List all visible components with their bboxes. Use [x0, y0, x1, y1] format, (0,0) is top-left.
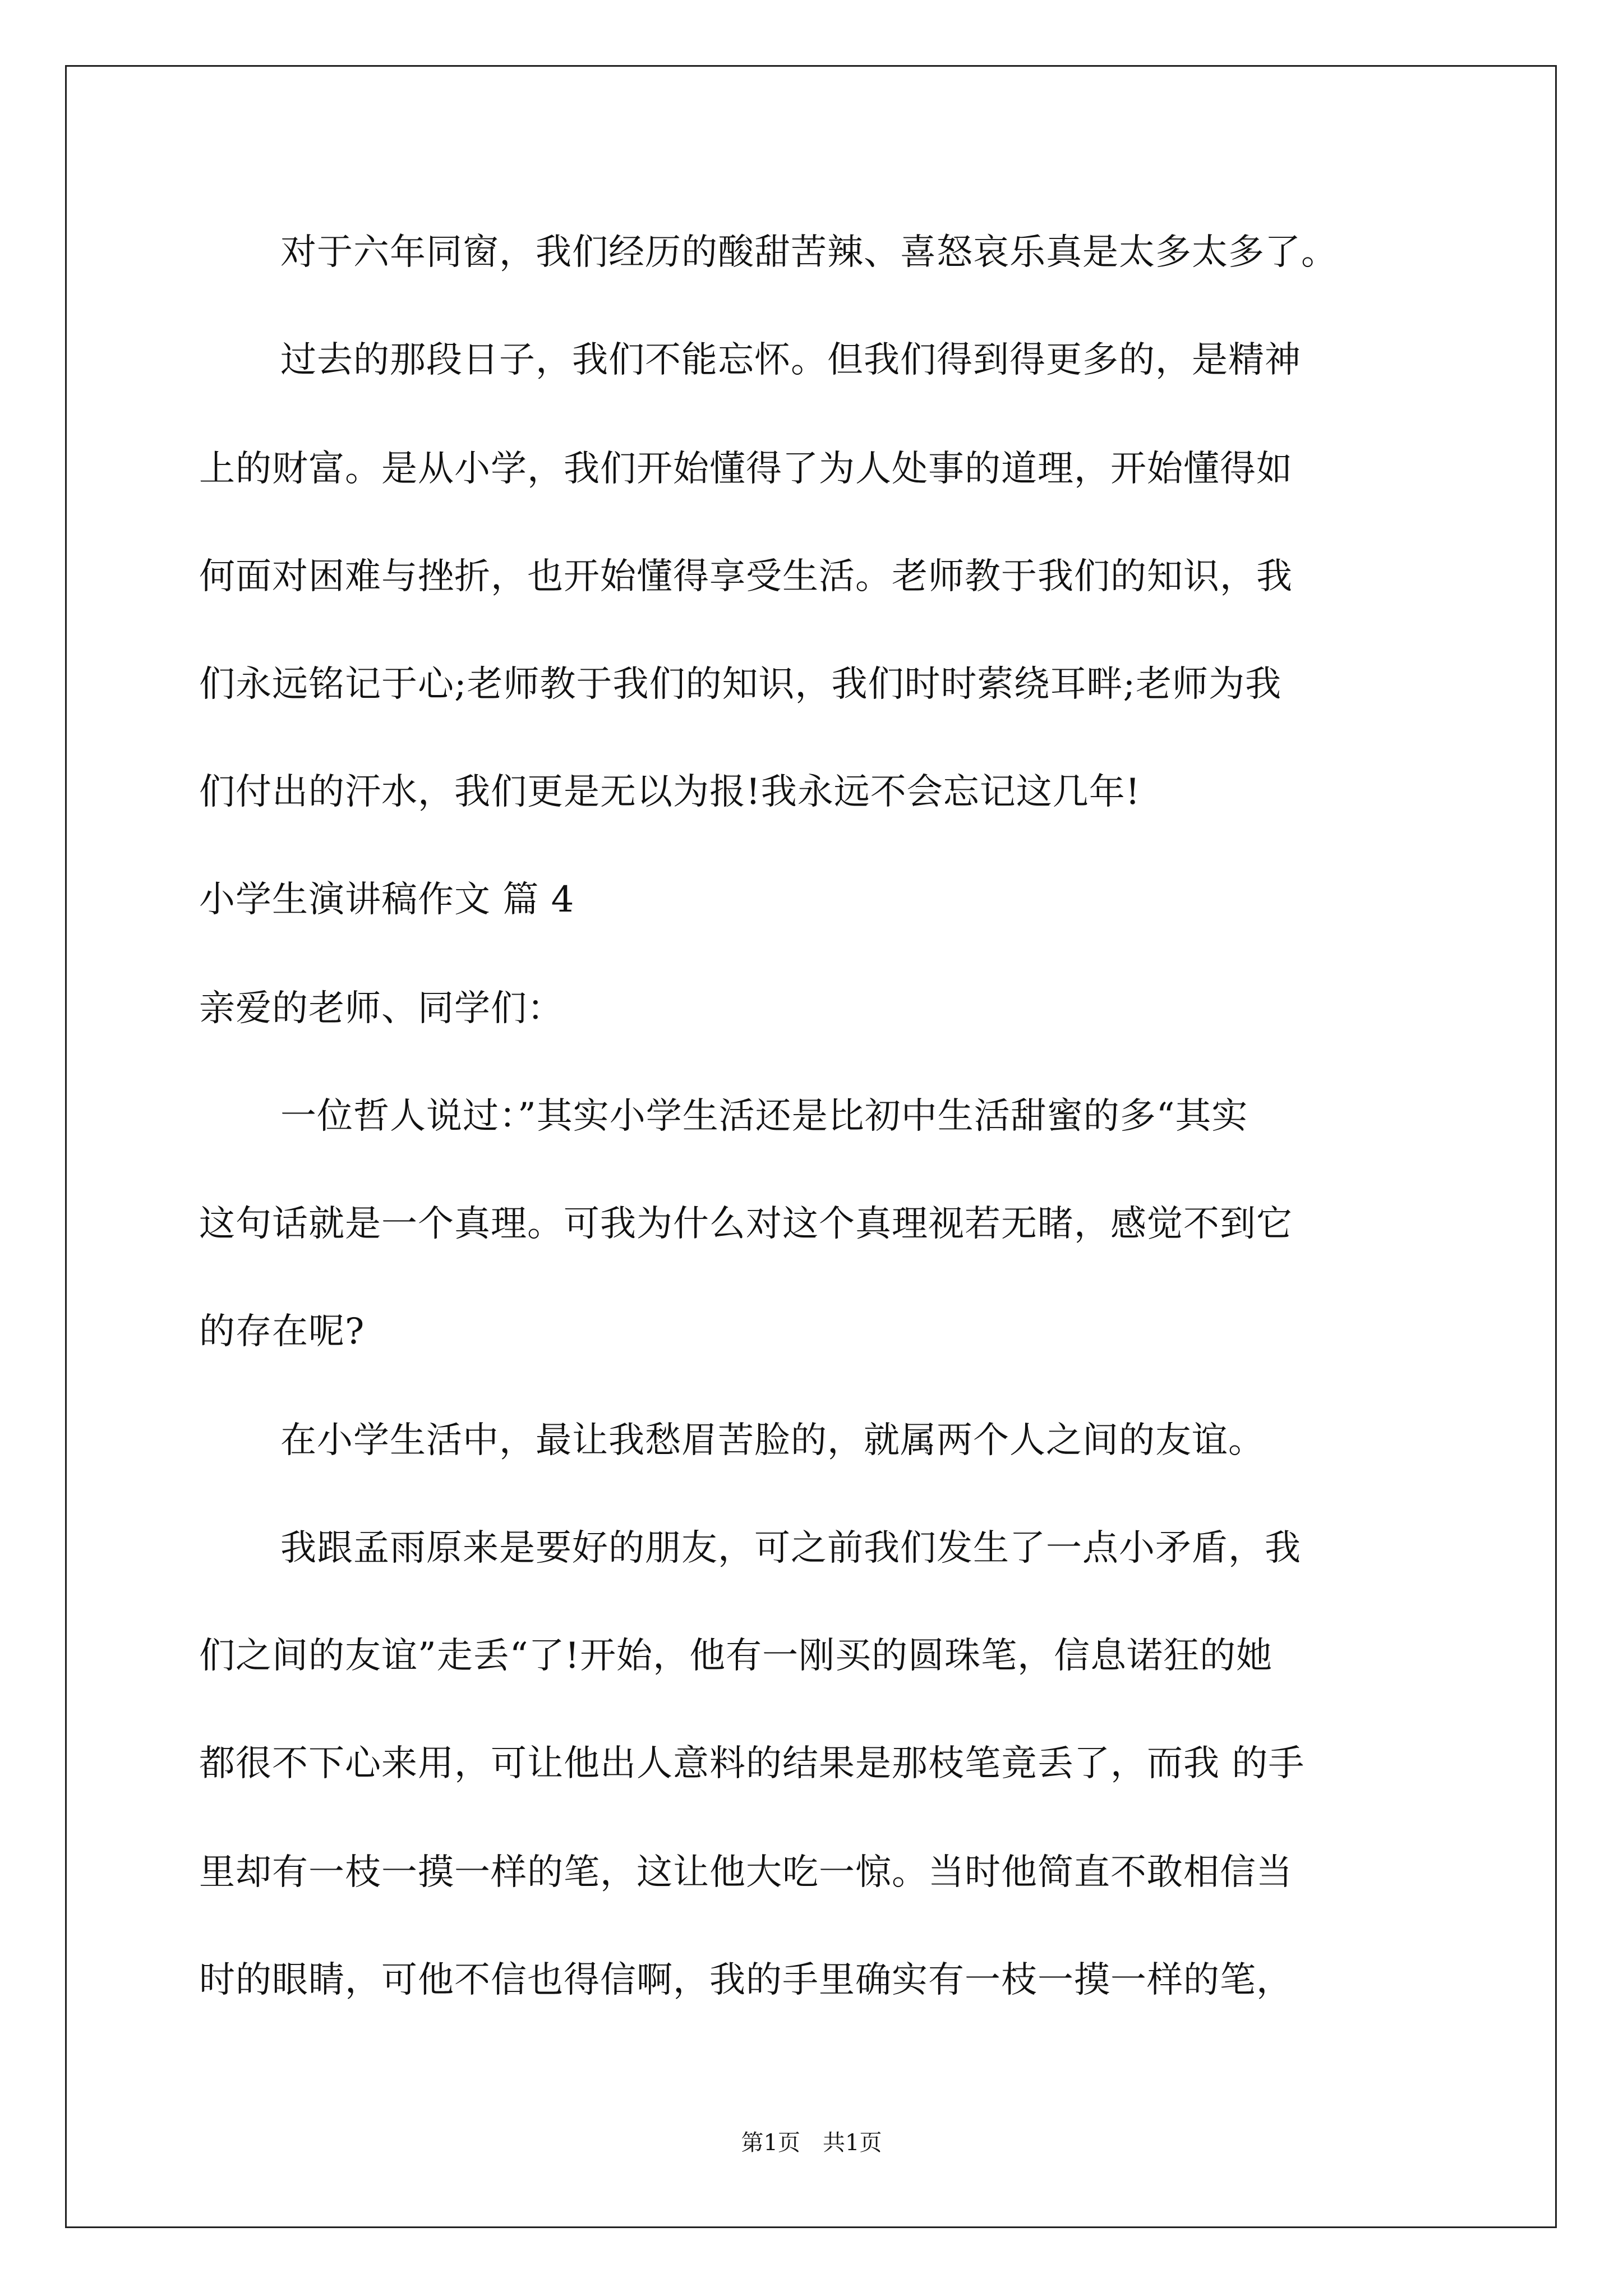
section-heading: 小学生演讲稿作文 篇 4 [199, 879, 575, 921]
body-line-5: 们永远铭记于心;老师教于我们的知识，我们时时萦绕耳畔;老师为我 [199, 664, 1282, 705]
body-line-17: 时的眼睛，可他不信也得信啊，我的手里确实有一枝一摸一样的笔， [199, 1959, 1293, 2001]
body-line-4: 何面对困难与挫折，也开始懂得享受生活。老师教于我们的知识，我 [199, 556, 1293, 597]
body-line-9: 一位哲人说过：”其实小学生活还是比初中生活甜蜜的多“其实 [280, 1096, 1248, 1137]
body-line-12: 在小学生活中，最让我愁眉苦脸的，就属两个人之间的友谊。 [280, 1420, 1265, 1461]
salutation: 亲爱的老师、同学们： [199, 988, 564, 1029]
page-footer: 第1页 共1页 [741, 2130, 882, 2156]
body-line-2: 过去的那段日子，我们不能忘怀。但我们得到得更多的，是精神 [280, 339, 1301, 381]
page-border [65, 65, 1557, 2228]
body-line-16: 里却有一枝一摸一样的笔，这让他大吃一惊。当时他简直不敢相信当 [199, 1852, 1293, 1893]
body-line-13: 我跟孟雨原来是要好的朋友，可之前我们发生了一点小矛盾，我 [280, 1527, 1301, 1569]
body-line-3: 上的财富。是从小学，我们开始懂得了为人处事的道理，开始懂得如 [199, 448, 1293, 490]
body-line-15: 都很不下心来用，可让他出人意料的结果是那枝笔竟丢了，而我 的手 [199, 1743, 1305, 1784]
body-line-11: 的存在呢? [199, 1311, 365, 1352]
body-line-10: 这句话就是一个真理。可我为什么对这个真理视若无睹，感觉不到它 [199, 1203, 1293, 1245]
body-line-1: 对于六年同窗，我们经历的酸甜苦辣、喜怒哀乐真是太多太多了。 [280, 232, 1338, 273]
body-line-14: 们之间的友谊”走丢“了!开始，他有一刚买的圆珠笔，信息诺狂的她 [199, 1635, 1273, 1677]
body-line-6: 们付出的汗水，我们更是无以为报!我永远不会忘记这几年! [199, 771, 1141, 813]
